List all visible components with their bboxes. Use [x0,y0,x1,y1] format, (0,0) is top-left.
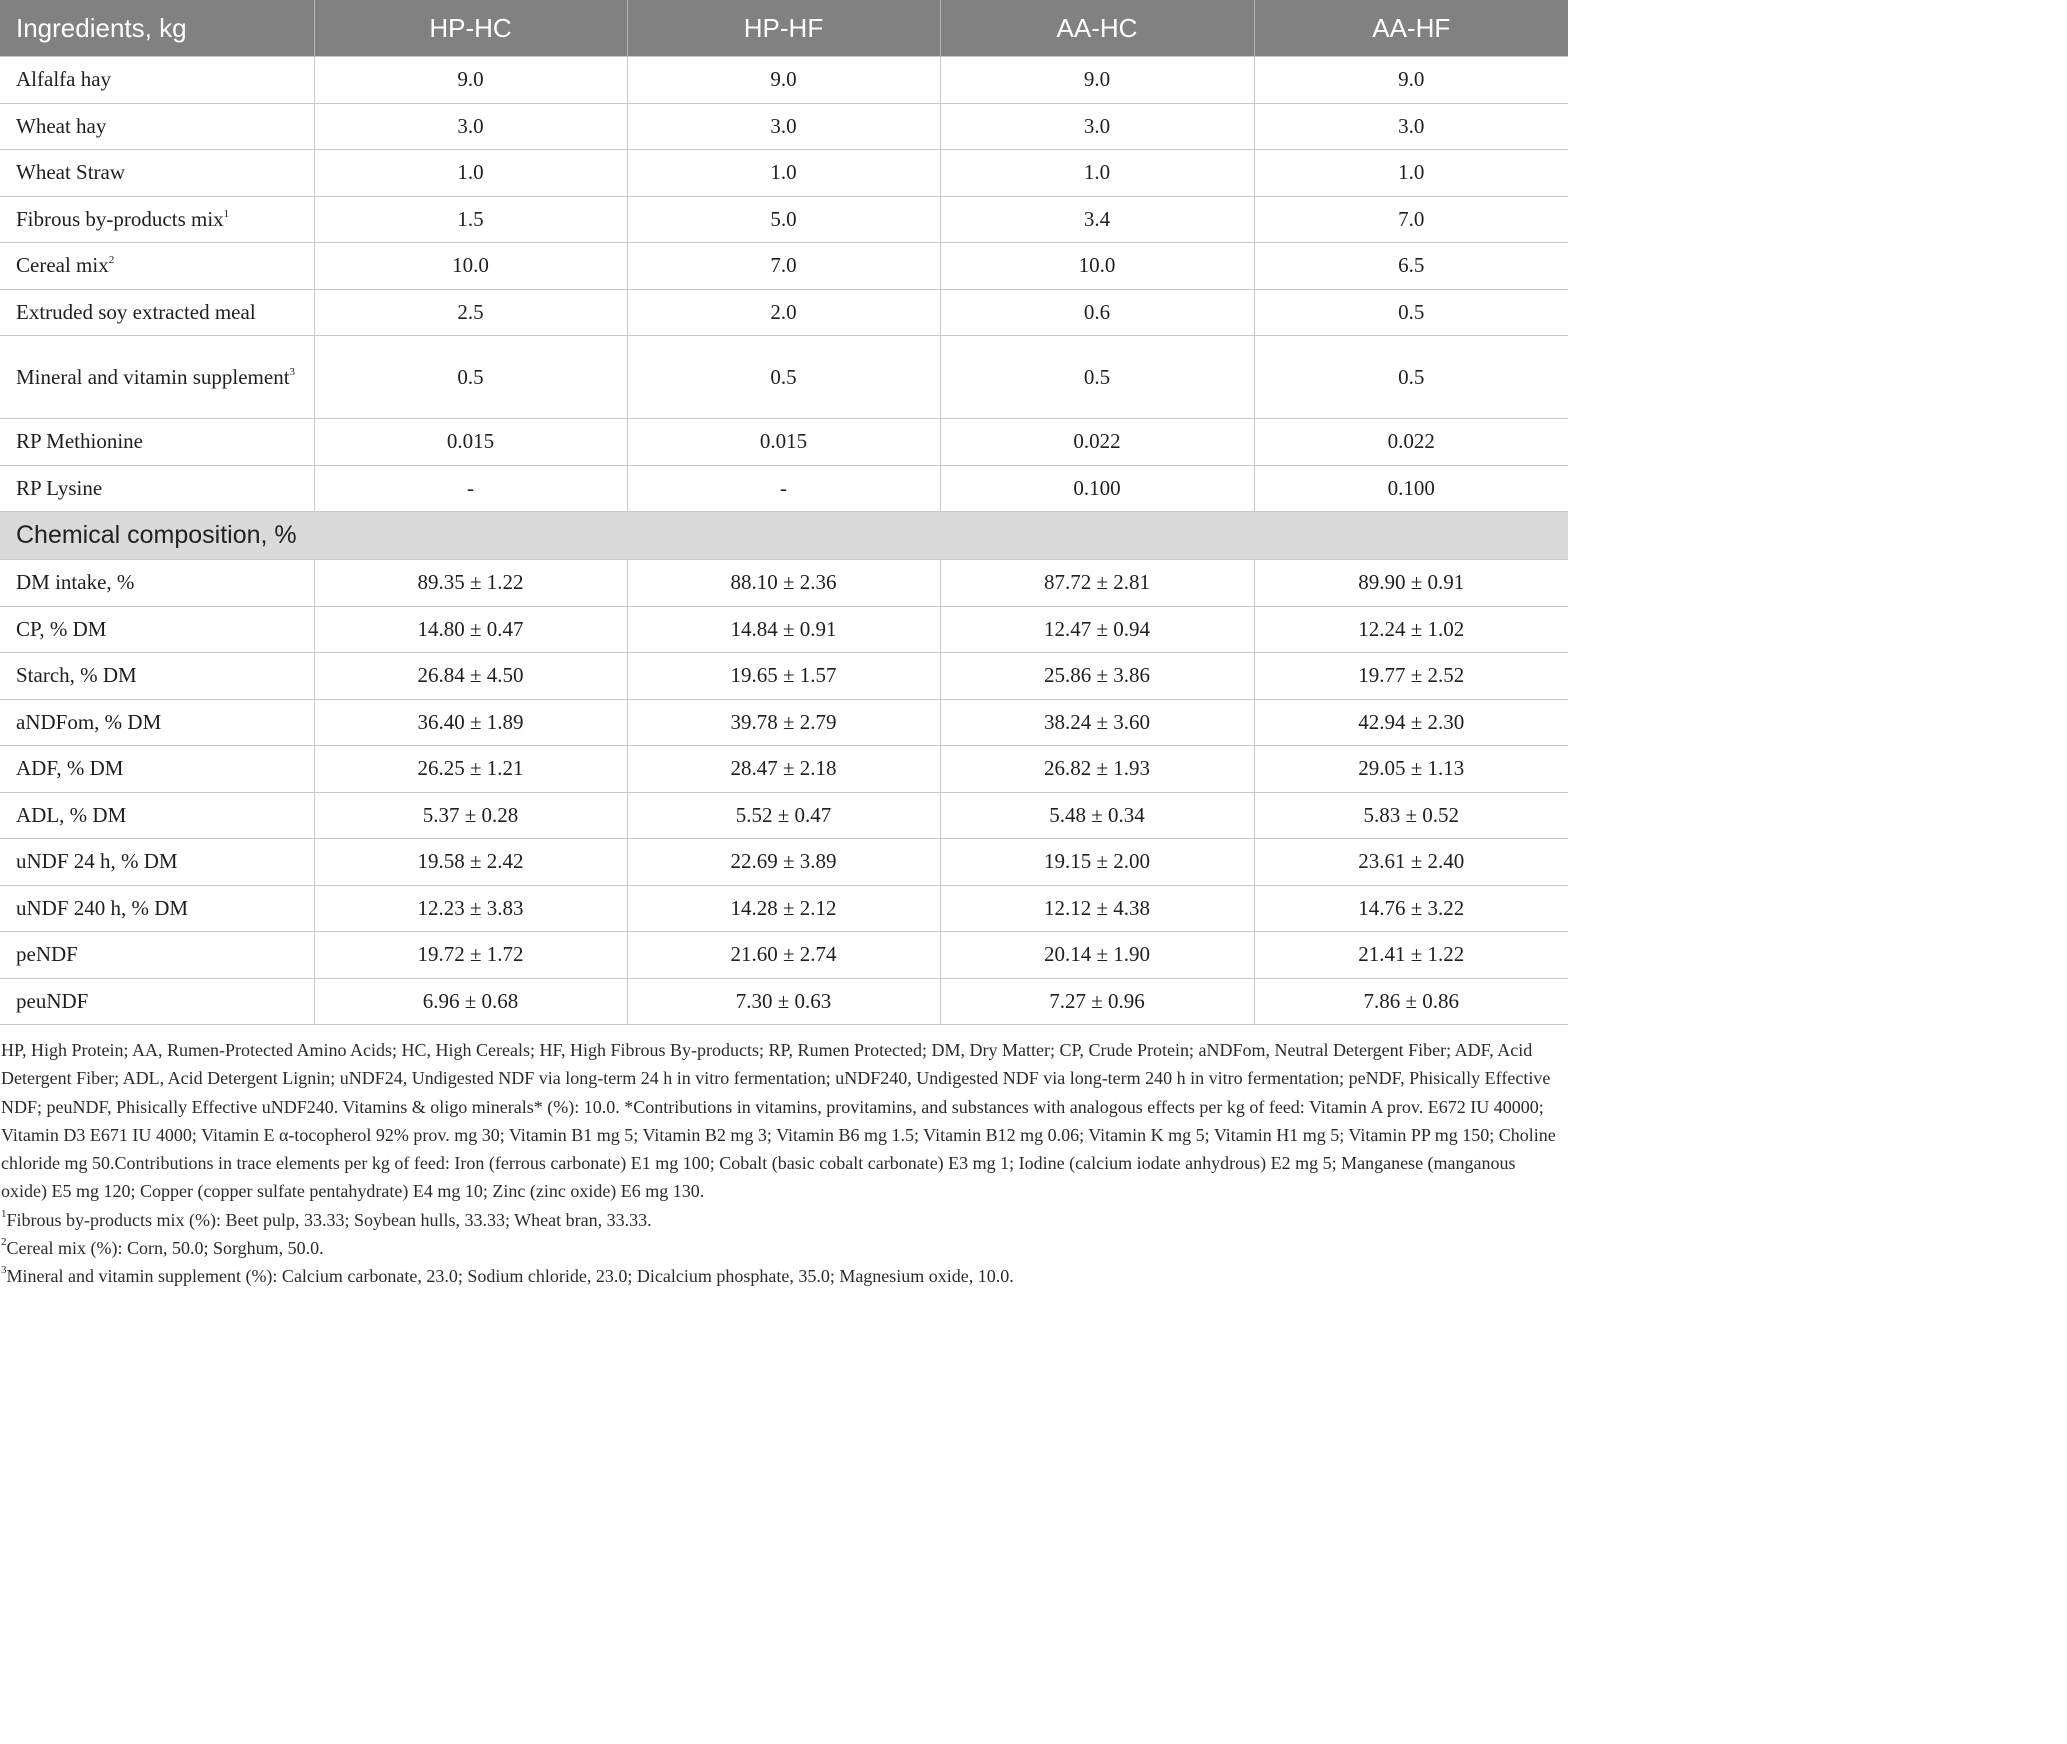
table-cell: 21.60 ± 2.74 [627,932,940,979]
diet-composition-table [0,0,1568,1025]
footnote-marker: 3 [1,1264,7,1277]
abbreviations-note: HP, High Protein; AA, Rumen-Protected Amino Acids; HC, High Cereals; HF, High Fibrous By-products; RP, Rumen Protected; DM, Dry Matter; CP, Crude Protein; aNDFom, Neutral Detergent Fiber; ADF, Acid Detergent Fiber; ADL, Acid Detergent Lignin; uNDF24, Undigested NDF via long-term 24 h in vitro fermentation; uNDF240, Undigested NDF via long-term 240 h in vitro fermentation; peNDF, Phisically Effective NDF; peuNDF, Phisically Effective uNDF240. Vitamins & oligo minerals* (%): 10.0. *Contributions in vitamins, provitamins, and substances with analogous effects per kg of feed: Vitamin A prov. E672 IU 40000; Vitamin D3 E671 IU 4000; Vitamin E α-tocopherol 92% prov. mg 30; Vitamin B1 mg 5; Vitamin B2 mg 3; Vitamin B6 mg 1.5; Vitamin B12 mg 0.06; Vitamin K mg 5; Vitamin H1 mg 5; Vitamin PP mg 150; Choline chloride mg 50.Contributions in trace elements per kg of feed: Iron (ferrous carbonate) E1 mg 100; Cobalt (basic cobalt carbonate) E3 mg 1; Iodine (calcium iodate anhydrous) E2 mg 5; Manganese (manganous oxide) E5 mg 120; Copper (copper sulfate pentahydrate) E4 mg 10; Zinc (zinc oxide) E6 mg 130. [1,1040,1556,1202]
table-row [0,839,1568,886]
table-row [0,653,1568,700]
table-cell: 19.77 ± 2.52 [1254,653,1568,700]
table-cell: 0.100 [940,465,1254,512]
footnote-marker: 3 [289,366,296,378]
table-row [0,699,1568,746]
table-cell: 0.5 [940,336,1254,419]
table-cell: 23.61 ± 2.40 [1254,839,1568,886]
footnote-marker: 2 [1,1236,7,1249]
table-cell: 19.15 ± 2.00 [940,839,1254,886]
row-label: CP, % DM [0,606,314,653]
table-cell: 36.40 ± 1.89 [314,699,627,746]
table-cell: 25.86 ± 3.86 [940,653,1254,700]
table-cell: 9.0 [314,57,627,104]
header-ingredients: Ingredients, kg [0,0,314,57]
row-label: Fibrous by-products mix$^1$ [0,196,314,243]
table-cell: 38.24 ± 3.60 [940,699,1254,746]
table-cell: 5.37 ± 0.28 [314,792,627,839]
table-cell: 0.015 [314,419,627,466]
table-cell: 9.0 [627,57,940,104]
table-row [0,336,1568,419]
row-label: uNDF 240 h, % DM [0,885,314,932]
table-cell: 12.24 ± 1.02 [1254,606,1568,653]
row-label: uNDF 24 h, % DM [0,839,314,886]
header-aa-hf: AA-HF [1254,0,1568,57]
table-header-row [0,0,1568,57]
table-row [0,150,1568,197]
table-row [0,419,1568,466]
table-cell: 3.0 [314,103,627,150]
footnote-1: $^1$Fibrous by-products mix (%): Beet pulp, 33.33; Soybean hulls, 33.33; Wheat bran, 33.33. [1,1207,652,1230]
table-cell: 88.10 ± 2.36 [627,560,940,607]
section-header-row [0,512,1568,560]
footnote-2: $^2$Cereal mix (%): Corn, 50.0; Sorghum, 50.0. [1,1236,324,1259]
table-row [0,243,1568,290]
table-row [0,792,1568,839]
table-cell: 1.0 [1254,150,1568,197]
table-cell: 1.0 [940,150,1254,197]
table-cell: - [314,465,627,512]
table-cell: 2.5 [314,289,627,336]
table-cell: 0.022 [1254,419,1568,466]
table-row [0,57,1568,104]
row-label: peuNDF [0,978,314,1025]
table-cell: 7.0 [627,243,940,290]
row-label: ADL, % DM [0,792,314,839]
table-cell: 39.78 ± 2.79 [627,699,940,746]
table-cell: 3.0 [940,103,1254,150]
table-cell: 0.5 [627,336,940,419]
table-cell: 42.94 ± 2.30 [1254,699,1568,746]
table-cell: 19.58 ± 2.42 [314,839,627,886]
table-row [0,103,1568,150]
table-cell: 1.5 [314,196,627,243]
header-hp-hf: HP-HF [627,0,940,57]
table-row [0,978,1568,1025]
table-cell: 3.4 [940,196,1254,243]
row-label: aNDFom, % DM [0,699,314,746]
table-cell: 5.52 ± 0.47 [627,792,940,839]
row-label: Extruded soy extracted meal [0,289,314,336]
table-cell: 3.0 [1254,103,1568,150]
table-cell: 29.05 ± 1.13 [1254,746,1568,793]
table-cell: 22.69 ± 3.89 [627,839,940,886]
table-cell: 12.23 ± 3.83 [314,885,627,932]
table-row [0,606,1568,653]
table-cell: 6.5 [1254,243,1568,290]
table-cell: 12.12 ± 4.38 [940,885,1254,932]
table-row [0,465,1568,512]
row-label: Wheat hay [0,103,314,150]
table-cell: 9.0 [940,57,1254,104]
section-title: Chemical composition, % [0,512,1568,560]
table-row [0,289,1568,336]
table-cell: 26.82 ± 1.93 [940,746,1254,793]
footnote-marker: 2 [108,254,115,267]
row-label: Cereal mix$^2$ [0,243,314,290]
table-row [0,746,1568,793]
table-cell: 14.80 ± 0.47 [314,606,627,653]
footnote-marker: 1 [1,1207,7,1220]
table-cell: 0.5 [1254,289,1568,336]
table-cell: 2.0 [627,289,940,336]
table-cell: 9.0 [1254,57,1568,104]
table-row [0,932,1568,979]
table-cell: 0.5 [314,336,627,419]
header-hp-hc: HP-HC [314,0,627,57]
table-cell: 89.90 ± 0.91 [1254,560,1568,607]
table-cell: 0.015 [627,419,940,466]
table-cell: 10.0 [314,243,627,290]
table-cell: 14.84 ± 0.91 [627,606,940,653]
table-cell: 19.65 ± 1.57 [627,653,940,700]
table-cell: - [627,465,940,512]
table-cell: 7.0 [1254,196,1568,243]
row-label: peNDF [0,932,314,979]
table-cell: 10.0 [940,243,1254,290]
table-cell: 14.28 ± 2.12 [627,885,940,932]
row-label: Mineral and vitamin supplement$^3$ [0,336,314,419]
table-cell: 5.48 ± 0.34 [940,792,1254,839]
table-cell: 0.022 [940,419,1254,466]
row-label: DM intake, % [0,560,314,607]
table-cell: 26.25 ± 1.21 [314,746,627,793]
table-cell: 26.84 ± 4.50 [314,653,627,700]
table-cell: 5.0 [627,196,940,243]
table-footnotes [1,1036,1561,1291]
table-row [0,885,1568,932]
footnote-marker: 1 [223,207,230,220]
table-cell: 0.5 [1254,336,1568,419]
row-label: RP Lysine [0,465,314,512]
table-cell: 0.6 [940,289,1254,336]
row-label: RP Methionine [0,419,314,466]
header-aa-hc: AA-HC [940,0,1254,57]
table-cell: 87.72 ± 2.81 [940,560,1254,607]
table-cell: 19.72 ± 1.72 [314,932,627,979]
table-cell: 21.41 ± 1.22 [1254,932,1568,979]
table-cell: 28.47 ± 2.18 [627,746,940,793]
table-cell: 5.83 ± 0.52 [1254,792,1568,839]
row-label: ADF, % DM [0,746,314,793]
row-label: Starch, % DM [0,653,314,700]
table-cell: 6.96 ± 0.68 [314,978,627,1025]
table-row [0,560,1568,607]
row-label: Alfalfa hay [0,57,314,104]
table-cell: 0.100 [1254,465,1568,512]
table-cell: 7.27 ± 0.96 [940,978,1254,1025]
footnote-3: $^3$Mineral and vitamin supplement (%): Calcium carbonate, 23.0; Sodium chloride, 23.0; Dicalcium phosphate, 35.0; Magnesium oxide, 10.0. [1,1264,1014,1287]
table-cell: 12.47 ± 0.94 [940,606,1254,653]
row-label: Wheat Straw [0,150,314,197]
table-cell: 1.0 [314,150,627,197]
table-row [0,196,1568,243]
table-cell: 20.14 ± 1.90 [940,932,1254,979]
table-cell: 7.86 ± 0.86 [1254,978,1568,1025]
table-cell: 89.35 ± 1.22 [314,560,627,607]
table-cell: 14.76 ± 3.22 [1254,885,1568,932]
table-cell: 7.30 ± 0.63 [627,978,940,1025]
table-cell: 1.0 [627,150,940,197]
table-cell: 3.0 [627,103,940,150]
